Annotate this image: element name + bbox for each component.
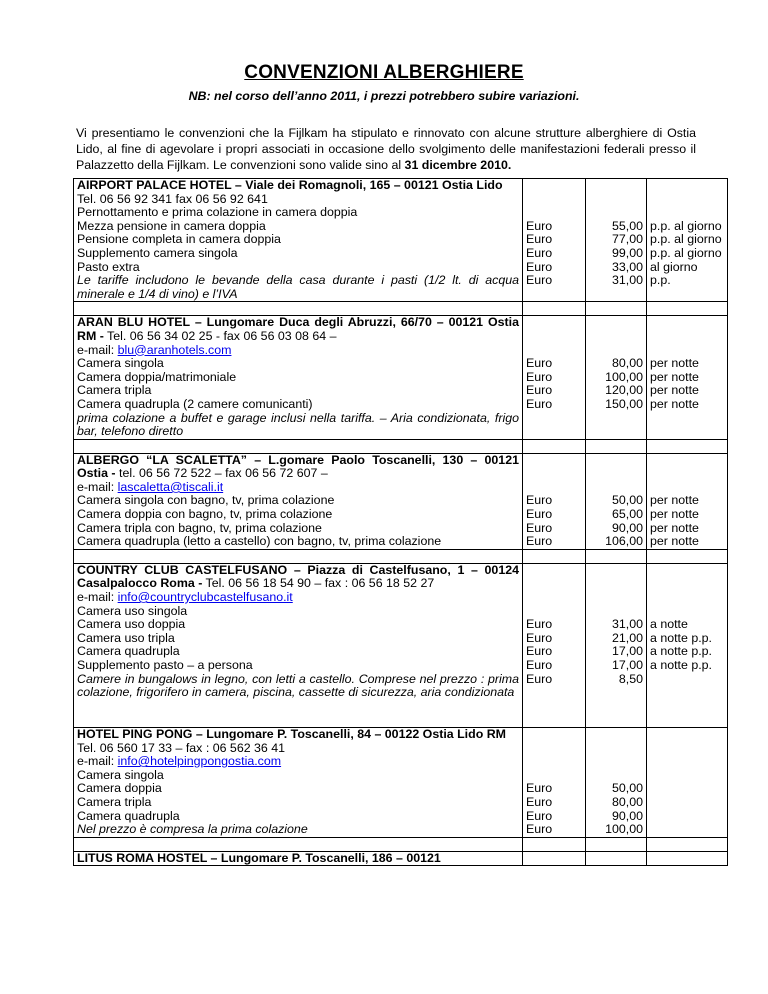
item-label: Mezza pensione in camera doppia <box>77 218 266 233</box>
intro-date: 31 dicembre 2010. <box>404 158 512 172</box>
hotel-info <box>74 179 523 302</box>
item-currency: Euro <box>526 534 553 549</box>
item-label: Camera tripla con bagno, tv, prima colazione <box>77 520 322 535</box>
separator-row <box>74 302 728 316</box>
price-cell <box>586 453 647 549</box>
item-label: Camera quadrupla <box>77 644 180 659</box>
item-label: Camera doppia/matrimoniale <box>77 369 237 384</box>
item-price: 31,00 <box>611 273 643 288</box>
intro-paragraph <box>76 125 696 173</box>
email-link[interactable]: lascaletta@tiscali.it <box>117 479 224 494</box>
hotel-email: e-mail: blu@aranhotels.com <box>77 342 232 357</box>
hotel-note: Le tariffe includono le bevande della casa durante i pasti (1/2 lt. di acqua minerale e 1/4 di vino) e l’IVA <box>77 273 519 301</box>
item-currency: Euro <box>526 658 553 672</box>
price-cell <box>586 179 647 302</box>
unit-cell <box>647 453 728 549</box>
page-subtitle: NB: nel corso dell’anno 2011, i prezzi potrebbero subire variazioni. <box>188 89 580 103</box>
price-cell <box>586 316 647 439</box>
item-currency: Euro <box>526 781 553 796</box>
item-label: Camera uso doppia <box>77 617 186 632</box>
separator-row <box>74 549 728 563</box>
item-currency: Euro <box>526 808 553 823</box>
item-currency: Euro <box>526 507 553 522</box>
item-label: Camera quadrupla (letto a castello) con bagno, tv, prima colazione <box>77 534 442 549</box>
item-currency: Euro <box>526 794 553 809</box>
item-unit: per notte <box>650 507 699 522</box>
item-price: 100,00 <box>605 369 643 384</box>
hotel-row-litus-roma <box>74 851 728 866</box>
item-label: Pasto extra <box>77 259 140 274</box>
hotel-contact: Tel. 06 560 17 33 – fax : 06 562 36 41 <box>77 740 286 755</box>
hotel-header: LITUS ROMA HOSTEL – Lungomare P. Toscanelli, 186 – 00121 <box>77 850 441 865</box>
item-currency: Euro <box>526 493 553 508</box>
item-currency: Euro <box>526 520 553 535</box>
hotel-info <box>74 453 523 549</box>
hotel-header: HOTEL PING PONG – Lungomare P. Toscanelli, 84 – 00122 Ostia Lido RM <box>77 726 506 741</box>
hotel-email: e-mail: info@hotelpingpongostia.com <box>77 754 282 769</box>
hotel-note: prima colazione a buffet e garage inclusi nella tariffa. – Aria condizionata, frigo bar, telefono diretto <box>77 410 519 439</box>
item-unit: a notte p.p. <box>650 630 713 645</box>
hotel-table <box>73 178 728 866</box>
item-unit: a notte <box>650 617 688 632</box>
email-link[interactable]: blu@aranhotels.com <box>117 342 232 357</box>
item-label: Camera quadrupla <box>77 808 180 823</box>
unit-cell <box>647 316 728 439</box>
item-price: 55,00 <box>611 218 643 233</box>
item-label: Camera doppia con bagno, tv, prima colazione <box>77 507 333 522</box>
hotel-email: e-mail: lascaletta@tiscali.it <box>77 479 224 494</box>
item-unit <box>650 673 724 687</box>
item-label: Camera singola <box>77 767 164 782</box>
hotel-email: e-mail: info@countryclubcastelfusano.it <box>77 590 293 605</box>
item-unit: p.p. <box>650 273 671 288</box>
item-price: 65,00 <box>611 507 643 522</box>
item-label: Camera singola con bagno, tv, prima colazione <box>77 493 335 508</box>
item-price: 17,00 <box>611 644 643 659</box>
item-price: 100,00 <box>605 822 643 837</box>
separator-row <box>74 439 728 453</box>
item-currency: Euro <box>526 259 553 274</box>
item-price: 17,00 <box>611 658 643 672</box>
item-label: Camera uso singola <box>77 603 188 618</box>
item-label: Camera uso tripla <box>77 630 175 645</box>
item-price: 80,00 <box>611 356 643 371</box>
item-currency: Euro <box>526 671 553 686</box>
item-label: Camera singola <box>77 356 164 371</box>
currency-cell <box>523 727 586 837</box>
item-price: 80,00 <box>611 794 643 809</box>
hotel-header: ALBERGO “LA SCALETTA” – L.gomare Paolo Toscanelli, 130 – 00121 Ostia - tel. 06 56 72 522 – fax 06 56 72 607 – <box>77 452 519 481</box>
hotel-row-airport-palace <box>74 179 728 302</box>
currency-cell <box>523 179 586 302</box>
page-title: CONVENZIONI ALBERGHIERE <box>244 62 524 83</box>
item-label: Supplemento pasto – a persona <box>77 658 253 672</box>
item-currency: Euro <box>526 273 553 288</box>
currency-cell <box>523 453 586 549</box>
item-price: 90,00 <box>611 808 643 823</box>
item-label: Camera tripla <box>77 794 152 809</box>
unit-cell <box>647 727 728 837</box>
item-price: 8,50 <box>618 671 643 686</box>
email-link[interactable]: info@hotelpingpongostia.com <box>117 754 282 769</box>
price-cell <box>586 727 647 837</box>
item-unit: p.p. al giorno <box>650 245 722 260</box>
item-currency: Euro <box>526 356 553 371</box>
item-label: Camera doppia <box>77 781 162 796</box>
item-currency: Euro <box>526 396 553 411</box>
item-currency: Euro <box>526 644 553 659</box>
email-link[interactable]: info@countryclubcastelfusano.it <box>117 590 293 605</box>
item-currency: Euro <box>526 617 553 632</box>
currency-cell <box>523 563 586 727</box>
item-unit: per notte <box>650 493 699 508</box>
item-price: 150,00 <box>605 396 643 411</box>
item-unit: a notte p.p. <box>650 644 713 659</box>
item-label: Camera tripla <box>77 383 152 398</box>
item-price: 31,00 <box>611 617 643 632</box>
item-price: 50,00 <box>611 493 643 508</box>
price-cell <box>586 563 647 727</box>
hotel-header: AIRPORT PALACE HOTEL – Viale dei Romagnoli, 165 – 00121 Ostia Lido <box>77 178 503 192</box>
hotel-contact: Tel. 06 56 92 341 fax 06 56 92 641 <box>77 191 268 206</box>
item-currency: Euro <box>526 630 553 645</box>
hotel-info <box>74 563 523 727</box>
item-currency: Euro <box>526 232 553 247</box>
item-price: 106,00 <box>605 534 643 549</box>
separator-row <box>74 837 728 851</box>
hotel-row-aran-blu <box>74 316 728 439</box>
item-price: 33,00 <box>611 259 643 274</box>
item-price: 99,00 <box>611 245 643 260</box>
hotel-info <box>74 316 523 439</box>
item-currency: Euro <box>526 245 553 260</box>
hotel-info <box>74 727 523 837</box>
item-unit: al giorno <box>650 259 698 274</box>
intro-text: Vi presentiamo le convenzioni che la Fijlkam ha stipulato e rinnovato con alcune strutture alberghiere di Ostia Lido, al fine di agevolare i propri associati in occasione dello svolgimento delle manifestazioni federali presso il Palazzetto della Fijlkam. Le convenzioni sono valide sino al <box>76 126 696 172</box>
hotel-note: Nel prezzo è compresa la prima colazione <box>77 822 308 837</box>
item-unit: per notte <box>650 356 699 371</box>
item-unit: per notte <box>650 534 699 549</box>
item-unit: p.p. al giorno <box>650 232 722 247</box>
item-label: Pensione completa in camera doppia <box>77 232 281 247</box>
hotel-note: Camere in bungalows in legno, con letti a castello. Comprese nel prezzo : prima colazione, frigorifero in camera, piscina, cassette di sicurezza, aria condizionata <box>77 671 519 700</box>
hotel-header: ARAN BLU HOTEL – Lungomare Duca degli Abruzzi, 66/70 – 00121 Ostia RM - Tel. 06 56 34 02 25 - fax 06 56 03 08 64 – <box>77 315 519 343</box>
item-label: Pernottamento e prima colazione in camera doppia <box>77 205 358 220</box>
item-price: 50,00 <box>611 781 643 796</box>
hotel-info <box>74 851 523 866</box>
currency-cell <box>523 316 586 439</box>
item-price: 90,00 <box>611 520 643 535</box>
unit-cell <box>647 563 728 727</box>
item-currency: Euro <box>526 383 553 398</box>
hotel-row-country-club <box>74 563 728 727</box>
item-currency: Euro <box>526 822 553 837</box>
item-unit: per notte <box>650 369 699 384</box>
hotel-row-la-scaletta <box>74 453 728 549</box>
item-unit: per notte <box>650 396 699 411</box>
item-price: 21,00 <box>611 630 643 645</box>
item-label: Supplemento camera singola <box>77 245 238 260</box>
item-price: 77,00 <box>611 232 643 247</box>
item-currency: Euro <box>526 218 553 233</box>
item-unit: per notte <box>650 383 699 398</box>
item-price: 120,00 <box>605 383 643 398</box>
hotel-header: COUNTRY CLUB CASTELFUSANO – Piazza di Castelfusano, 1 – 00124 Casalpalocco Roma - Tel. 06 56 18 54 90 – fax : 06 56 18 52 27 <box>77 562 519 591</box>
item-unit: per notte <box>650 520 699 535</box>
unit-cell <box>647 179 728 302</box>
item-unit: a notte p.p. <box>650 658 713 672</box>
item-currency: Euro <box>526 369 553 384</box>
hotel-row-ping-pong <box>74 727 728 837</box>
item-label: Camera quadrupla (2 camere comunicanti) <box>77 396 313 411</box>
item-unit: p.p. al giorno <box>650 218 722 233</box>
